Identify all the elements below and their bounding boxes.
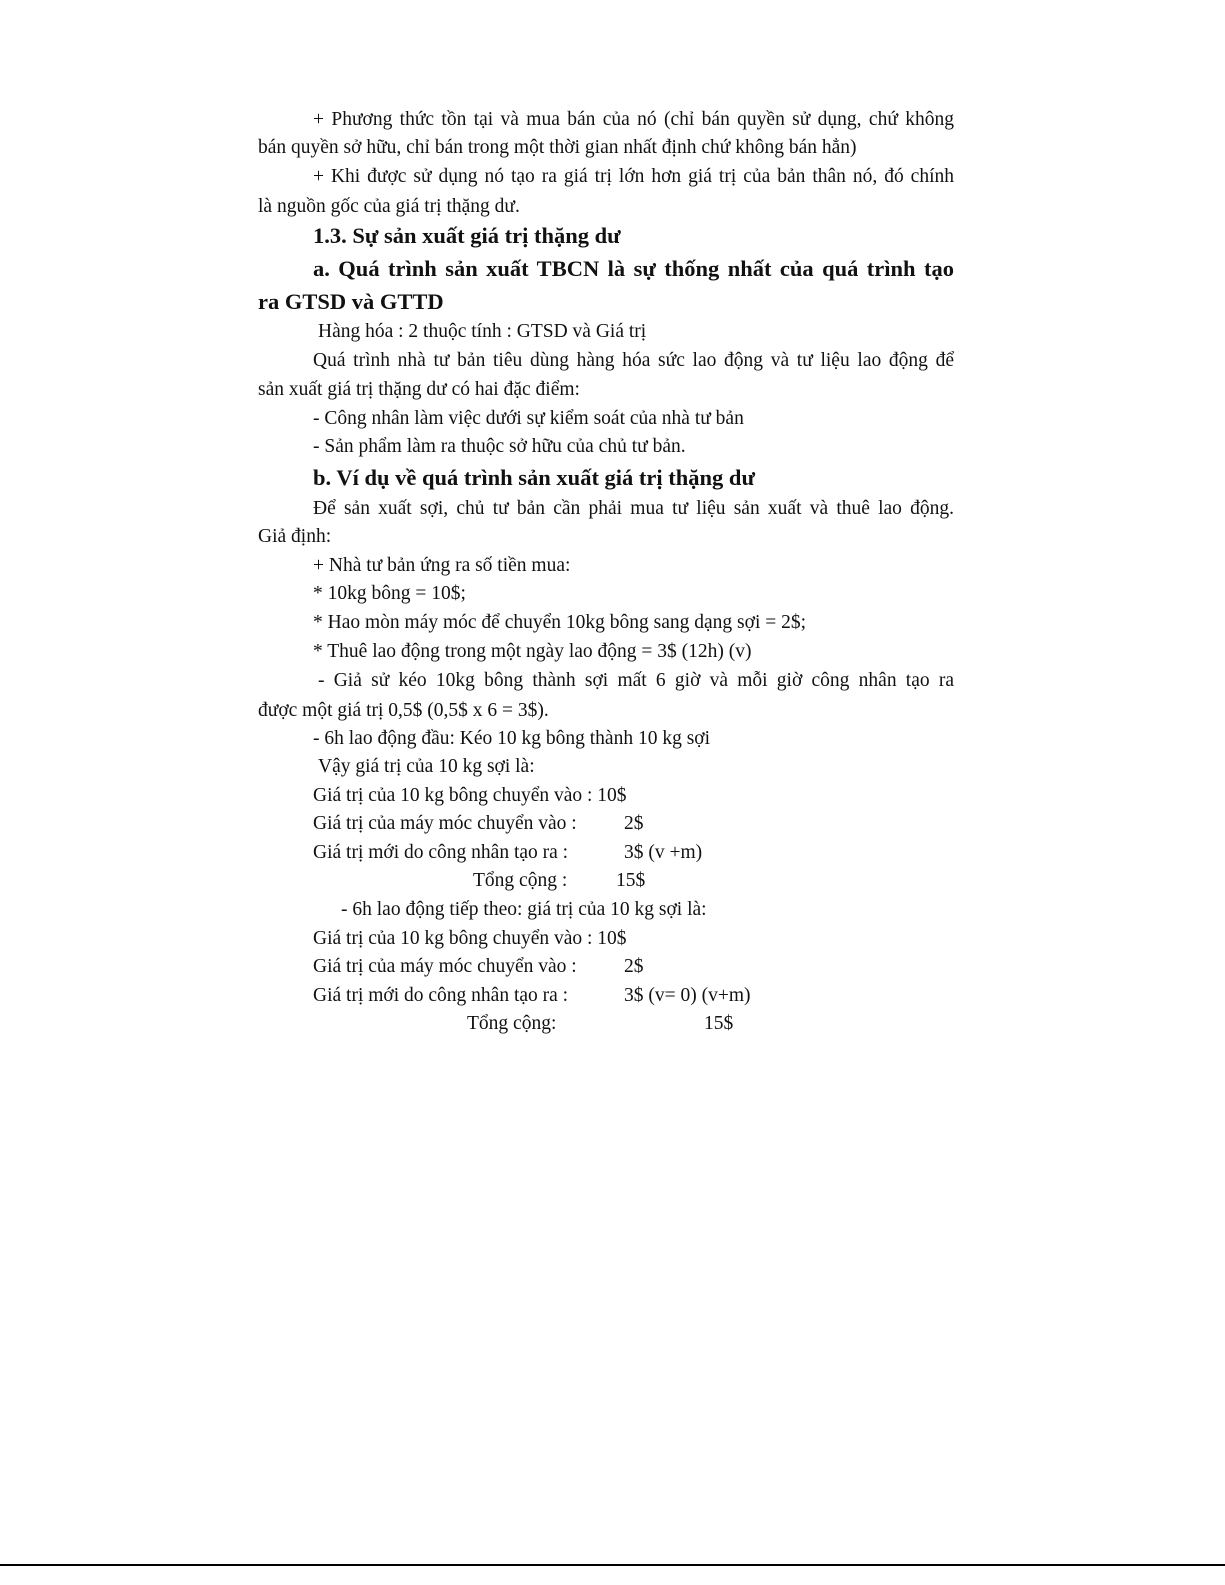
calc-row-value: 2$ [624, 956, 644, 977]
paragraph-line: - 6h lao động tiếp theo: giá trị của 10 kg sợi là: [341, 899, 707, 920]
paragraph-line: sản xuất giá trị thặng dư có hai đặc điểm: [258, 379, 580, 400]
calc-total-label: Tổng cộng : [473, 870, 568, 891]
paragraph-line: Để sản xuất sợi, chủ tư bản cần phải mua tư liệu sản xuất và thuê lao động. [313, 498, 954, 519]
page-bottom-border [0, 1564, 1225, 1566]
calc-row-value: 2$ [624, 813, 644, 834]
calc-total-label: Tổng cộng: [467, 1013, 557, 1034]
calc-total-value: 15$ [704, 1013, 734, 1034]
paragraph-line: Vậy giá trị của 10 kg sợi là: [318, 756, 535, 777]
paragraph-line: bán quyền sở hữu, chỉ bán trong một thời gian nhất định chứ không bán hẳn) [258, 137, 857, 158]
list-item: * Thuê lao động trong một ngày lao động = 3$ (12h) (v) [313, 641, 752, 662]
paragraph-line: Quá trình nhà tư bản tiêu dùng hàng hóa sức lao động và tư liệu lao động để [313, 350, 954, 371]
calc-row-value: 3$ (v +m) [624, 842, 703, 863]
calc-row-label: Giá trị của 10 kg bông chuyển vào : 10$ [313, 928, 627, 949]
calc-row-label: Giá trị mới do công nhân tạo ra : [313, 985, 569, 1006]
bullet-line: - Công nhân làm việc dưới sự kiểm soát của nhà tư bản [313, 408, 744, 429]
subsection-heading-cont: ra GTSD và GTTD [258, 289, 444, 314]
paragraph-line: là nguồn gốc của giá trị thặng dư. [258, 196, 520, 217]
paragraph-line: + Nhà tư bản ứng ra số tiền mua: [313, 555, 571, 576]
calc-row-label: Giá trị của máy móc chuyển vào : [313, 813, 577, 834]
list-item: * 10kg bông = 10$; [313, 583, 466, 604]
list-item: * Hao mòn máy móc để chuyển 10kg bông sang dạng sợi = 2$; [313, 612, 807, 633]
paragraph-line: - 6h lao động đầu: Kéo 10 kg bông thành 10 kg sợi [313, 728, 711, 749]
bullet-line: - Sản phẩm làm ra thuộc sở hữu của chủ tư bản. [313, 436, 686, 457]
subsection-heading: b. Ví dụ về quá trình sản xuất giá trị thặng dư [313, 465, 755, 490]
paragraph-line: được một giá trị 0,5$ (0,5$ x 6 = 3$). [258, 700, 549, 721]
paragraph-line: Giả định: [258, 526, 332, 547]
calc-total-value: 15$ [616, 870, 646, 891]
calc-row-label: Giá trị của máy móc chuyển vào : [313, 956, 577, 977]
section-heading: 1.3. Sự sản xuất giá trị thặng dư [313, 223, 621, 248]
paragraph-line: - Giả sử kéo 10kg bông thành sợi mất 6 giờ và mỗi giờ công nhân tạo ra [318, 670, 954, 691]
paragraph-line: Hàng hóa : 2 thuộc tính : GTSD và Giá trị [318, 321, 647, 342]
paragraph-line: + Phương thức tồn tại và mua bán của nó (chỉ bán quyền sử dụng, chứ không [313, 109, 954, 130]
calc-row-label: Giá trị của 10 kg bông chuyển vào : 10$ [313, 785, 627, 806]
calc-row-value: 3$ (v= 0) (v+m) [624, 985, 751, 1006]
paragraph-line: + Khi được sử dụng nó tạo ra giá trị lớn hơn giá trị của bản thân nó, đó chính [313, 166, 954, 187]
calc-row-label: Giá trị mới do công nhân tạo ra : [313, 842, 569, 863]
subsection-heading: a. Quá trình sản xuất TBCN là sự thống nhất của quá trình tạo [313, 256, 954, 281]
